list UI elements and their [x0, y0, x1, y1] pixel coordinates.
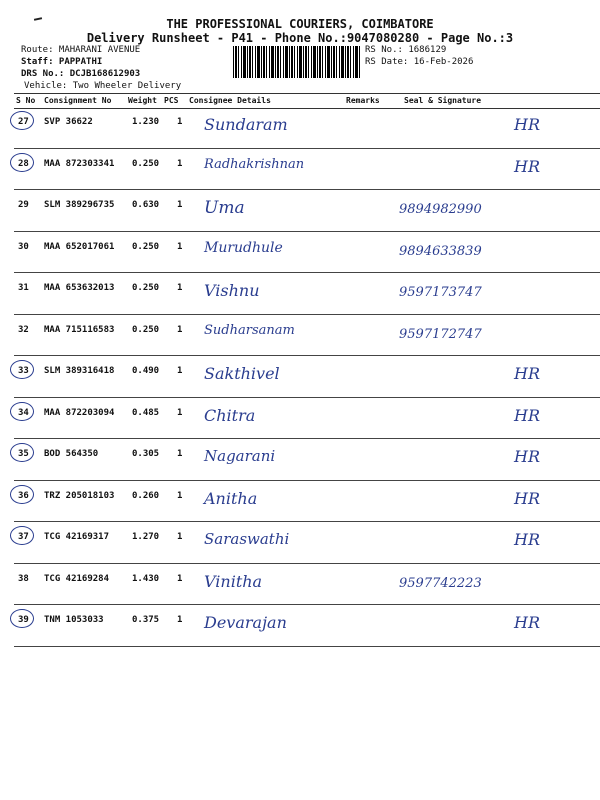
drs-number: DRS No.: DCJB168612903 [21, 69, 141, 79]
pcs-value: 1 [177, 573, 183, 584]
consignee-name: Devarajan [204, 613, 287, 632]
pcs-value: 1 [177, 241, 183, 252]
consignment-number: MAA 872303341 [44, 158, 115, 169]
route-info: Route: MAHARANI AVENUE [21, 45, 141, 55]
consignee-name: Radhakrishnan [204, 156, 305, 172]
pcs-value: 1 [177, 200, 183, 210]
consignee-name: Anitha [204, 488, 258, 508]
consignee-name: Sudharsanam [204, 322, 295, 338]
signature: HR [514, 488, 540, 508]
consignment-number: TNM 1053033 [44, 615, 104, 625]
signature: HR [514, 613, 540, 632]
rs-date: RS Date: 16-Feb-2026 [365, 57, 474, 67]
col-consignee: Consignee Details [189, 96, 271, 105]
consignee-name: Nagarani [204, 447, 276, 465]
col-consignment: Consignment No [44, 96, 112, 105]
pcs-value: 1 [177, 532, 183, 542]
serial-number: 39 [18, 615, 29, 625]
table-row [14, 398, 600, 440]
pcs-value: 1 [177, 407, 183, 418]
consignee-name: Saraswathi [204, 530, 290, 548]
signature: HR [514, 405, 540, 425]
consignee-name: Vinitha [204, 571, 263, 591]
signature: 9597742223 [399, 575, 482, 591]
consignee-name: Chitra [204, 405, 256, 425]
weight-value: 0.250 [132, 241, 160, 252]
weight-value: 1.430 [132, 573, 160, 584]
serial-number: 30 [18, 241, 29, 252]
consignment-number: SLM 389316418 [44, 366, 115, 376]
table-row [14, 356, 600, 398]
signature: HR [514, 530, 540, 549]
serial-number: 38 [18, 573, 29, 584]
signature: 9894633839 [399, 243, 482, 259]
staff-info: Staff: PAPPATHI [21, 57, 103, 67]
pcs-value: 1 [177, 117, 183, 127]
col-seal: Seal & Signature [404, 96, 482, 105]
weight-value: 0.250 [132, 283, 160, 293]
consignment-number: TCG 42169284 [44, 573, 110, 584]
table-row [14, 522, 600, 564]
signature: 9894982990 [399, 202, 482, 217]
signature: 9597172747 [399, 326, 482, 342]
consignee-name: Sundaram [204, 115, 288, 134]
signature: 9597173747 [399, 285, 482, 300]
table-row [14, 481, 600, 523]
consignment-number: SLM 389296735 [44, 200, 115, 210]
consignment-number: BOD 564350 [44, 449, 99, 459]
consignment-number: SVP 36622 [44, 117, 93, 127]
table-row [14, 605, 600, 647]
consignment-number: MAA 653632013 [44, 283, 115, 293]
weight-value: 0.490 [132, 366, 160, 376]
weight-value: 0.260 [132, 490, 160, 501]
table-row [14, 232, 600, 274]
serial-number: 31 [18, 283, 29, 293]
serial-number: 29 [18, 200, 29, 210]
weight-value: 0.305 [132, 449, 160, 459]
serial-number: 35 [18, 449, 29, 459]
serial-number: 36 [18, 490, 29, 501]
table-row [14, 439, 600, 481]
serial-number: 28 [18, 158, 29, 169]
signature: HR [514, 364, 540, 383]
consignment-number: TRZ 205018103 [44, 490, 115, 501]
rs-number: RS No.: 1686129 [365, 45, 447, 55]
signature: HR [514, 447, 540, 466]
table-row [14, 315, 600, 357]
consignment-number: MAA 872203094 [44, 407, 115, 418]
col-sno: S No [16, 96, 36, 105]
weight-value: 1.270 [132, 532, 160, 542]
table-row [14, 107, 600, 149]
table-row [14, 564, 600, 606]
pcs-value: 1 [177, 615, 183, 625]
barcode-icon [233, 46, 361, 78]
serial-number: 27 [18, 117, 29, 127]
signature: HR [514, 156, 540, 176]
serial-number: 32 [18, 324, 29, 335]
weight-value: 0.630 [132, 200, 160, 210]
weight-value: 1.230 [132, 117, 160, 127]
consignment-number: TCG 42169317 [44, 532, 110, 542]
consignee-name: Vishnu [204, 281, 260, 300]
pcs-value: 1 [177, 324, 183, 335]
serial-number: 34 [18, 407, 29, 418]
table-row [14, 190, 600, 232]
consignee-name: Uma [204, 198, 245, 218]
col-remarks: Remarks [346, 96, 380, 105]
pcs-value: 1 [177, 449, 183, 459]
pcs-value: 1 [177, 158, 183, 169]
consignment-number: MAA 652017061 [44, 241, 115, 252]
weight-value: 0.250 [132, 324, 160, 335]
vehicle-info: Vehicle: Two Wheeler Delivery [24, 81, 182, 91]
pcs-value: 1 [177, 366, 183, 376]
runsheet-subtitle: Delivery Runsheet - P41 - Phone No.:9047080280 - Page No.:3 [86, 31, 514, 45]
consignee-name: Sakthivel [204, 364, 280, 383]
signature: HR [514, 115, 540, 134]
consignment-number: MAA 715116583 [44, 324, 115, 335]
company-title: THE PROFESSIONAL COURIERS, COIMBATORE [166, 17, 434, 31]
col-pcs: PCS [164, 96, 179, 105]
table-row [14, 149, 600, 191]
weight-value: 0.485 [132, 407, 160, 418]
weight-value: 0.250 [132, 158, 160, 169]
col-weight: Weight [128, 96, 157, 105]
serial-number: 33 [18, 366, 29, 376]
pcs-value: 1 [177, 283, 183, 293]
pcs-value: 1 [177, 490, 183, 501]
table-row [14, 273, 600, 315]
serial-number: 37 [18, 532, 29, 542]
consignee-name: Murudhule [204, 239, 283, 256]
weight-value: 0.375 [132, 615, 160, 625]
